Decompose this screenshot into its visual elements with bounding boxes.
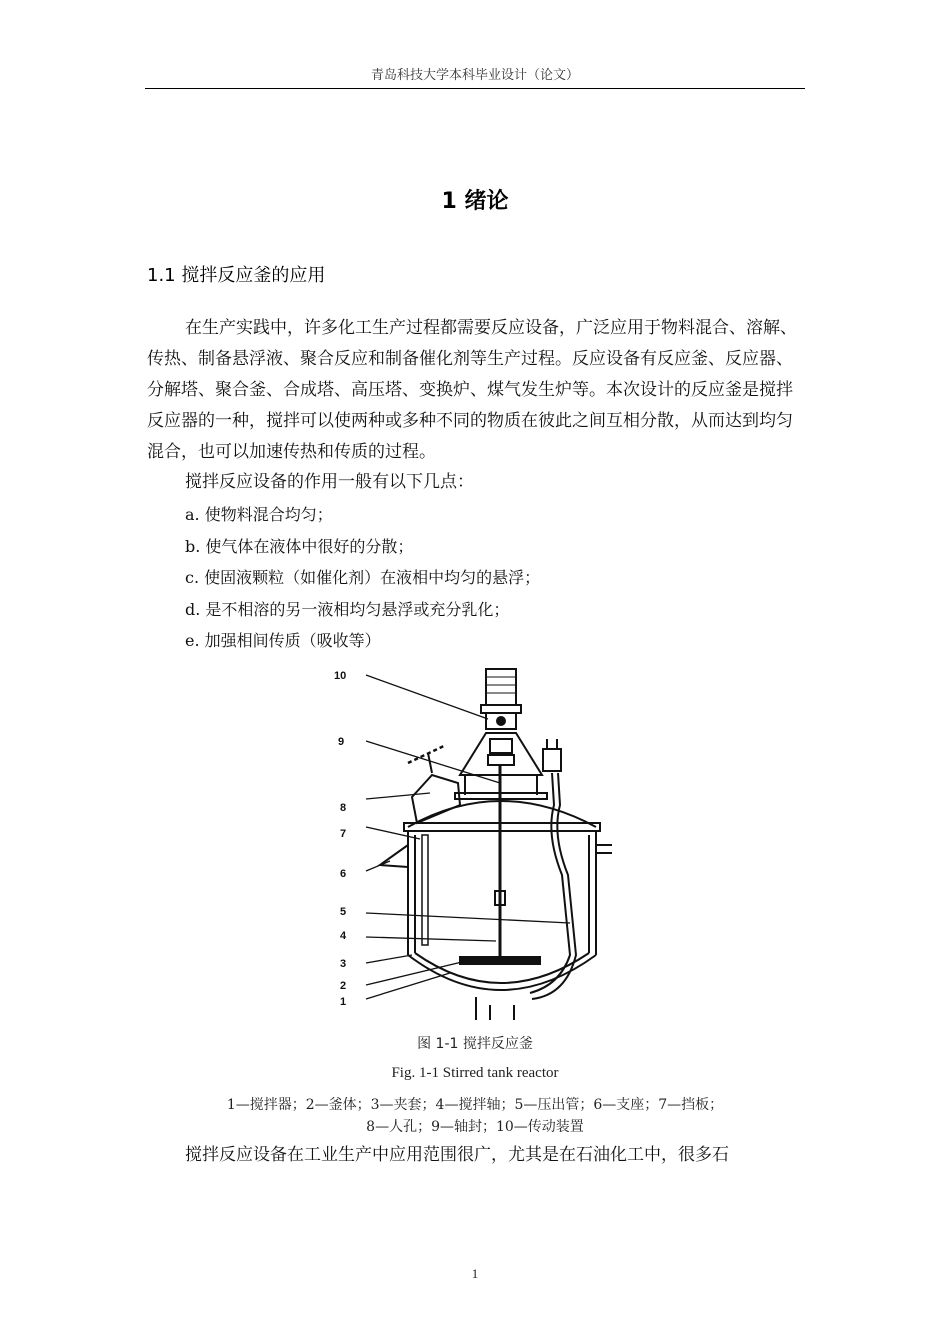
stirred-tank-reactor-diagram (300, 655, 660, 1030)
section-title: 1.1 搅拌反应釜的应用 (147, 265, 326, 286)
figure-label: 8 (340, 802, 347, 814)
figure-label: 4 (340, 930, 347, 942)
motor (486, 669, 516, 705)
functions-list (185, 499, 540, 657)
figure-caption-en: Fig. 1-1 Stirred tank reactor (391, 1065, 559, 1081)
figure-label: 6 (340, 868, 347, 880)
chapter-title: 1 绪论 (441, 189, 509, 214)
list-item: b. 使气体在液体中很好的分散； (185, 536, 414, 556)
figure-label: 9 (338, 736, 345, 748)
list-item: a. 使物料混合均匀； (185, 505, 333, 524)
running-header: 青岛科技大学本科毕业设计（论文） (370, 68, 579, 83)
figure-label: 2 (340, 980, 347, 992)
continuation-paragraph: 搅拌反应设备在工业生产中应用范围很广，尤其是在石油化工中，很多石 (185, 1145, 729, 1165)
figure-label: 1 (340, 996, 347, 1008)
page-number: 1 (471, 1266, 479, 1281)
figure-label: 3 (340, 958, 347, 970)
functions-intro: 搅拌反应设备的作用一般有以下几点： (185, 472, 474, 492)
list-item: e. 加强相间传质（吸收等） (185, 631, 381, 650)
intro-paragraph: 在生产实践中，许多化工生产过程都需要反应设备，广泛应用于物料混合、溶解、传热、制备悬浮液、聚合反应和制备催化剂等生产过程。反应设备有反应釜、反应器、分解塔、聚合釜、合成塔、高压塔、变换炉、煤气发生炉等。本次设计的反应釜是搅拌反应器的一种，搅拌可以使两种或多种不同的物质在彼此之间互相分散，从而达到均匀混合，也可以加速传热和传质的过程。 (147, 318, 797, 462)
figure-legend-line2: 8—人孔；9—轴封；10—传动装置 (366, 1119, 584, 1135)
figure-label: 10 (334, 670, 347, 682)
figure-legend-line1: 1—搅拌器；2—釜体；3—夹套；4—搅拌轴；5—压出管；6—支座；7—挡板； (226, 1097, 724, 1113)
figure-label: 7 (340, 828, 347, 840)
list-item: c. 使固液颗粒（如催化剂）在液相中均匀的悬浮； (185, 568, 541, 587)
header-rule (145, 88, 805, 89)
list-item: d. 是不相溶的另一液相均匀悬浮或充分乳化； (185, 599, 510, 619)
figure-caption-cn: 图 1-1 搅拌反应釜 (417, 1036, 533, 1052)
figure-label: 5 (340, 906, 347, 918)
